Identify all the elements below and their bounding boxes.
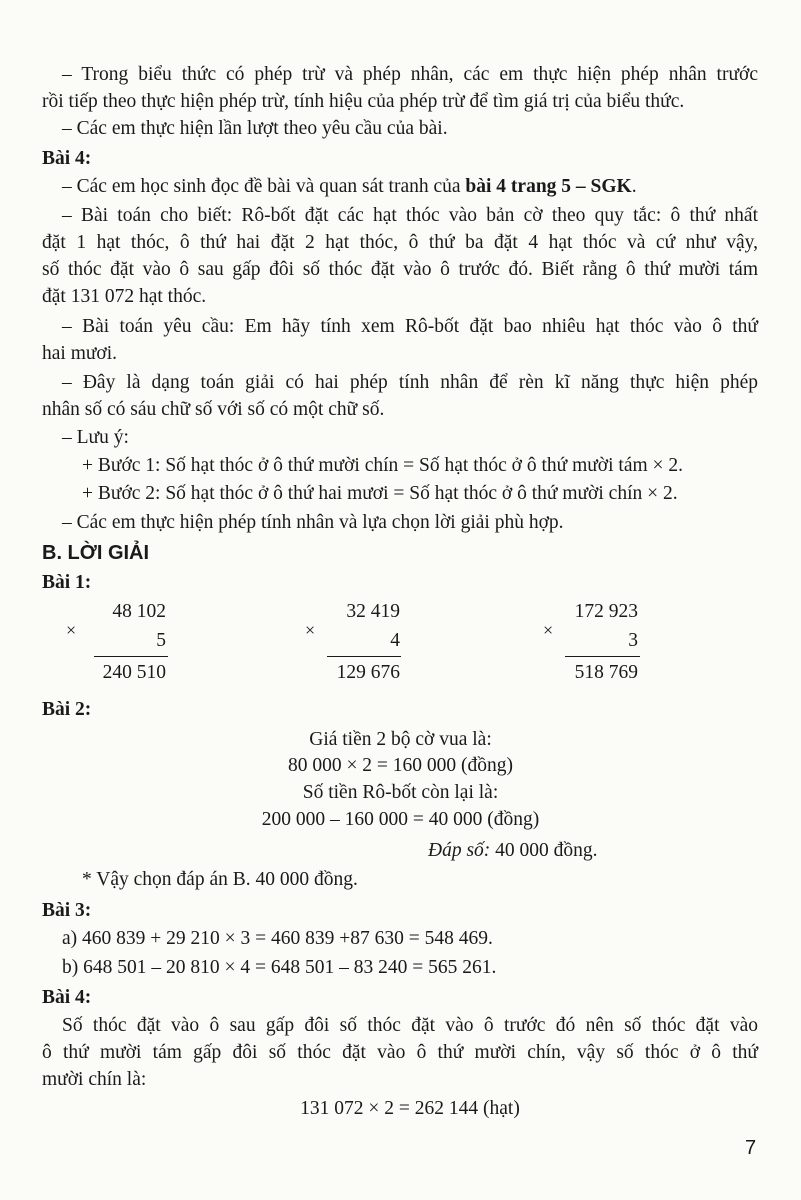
result-rule (94, 656, 168, 657)
bai4-solution-line: mười chín là: (42, 1069, 147, 1090)
bai2-answer (428, 838, 598, 864)
guide-paragraph: – Các em thực hiện phép tính nhân và lựa chọn lời giải phù hợp. (62, 512, 564, 533)
bai3-part-b: b) 648 501 – 20 810 × 4 = 648 501 – 83 240 = 565 261. (62, 957, 497, 978)
bai4-reference: bài 4 trang 5 – SGK (465, 176, 632, 197)
bai4-paragraph-text: – Các em học sinh đọc đề bài và quan sát tranh của (62, 176, 466, 197)
bai2-calc: 200 000 – 160 000 = 40 000 (đồng) (261, 809, 540, 830)
step-2: + Bước 2: Số hạt thóc ở ô thứ hai mươi = Số hạt thóc ở ô thứ mười chín × 2. (82, 483, 678, 504)
multiplicand: 32 419 (346, 601, 400, 622)
bai4-request-line: – Bài toán yêu cầu: Em hãy tính xem Rô-bốt đặt bao nhiêu hạt thóc vào ô thứ (62, 316, 758, 337)
bai4-solution-line: ô thứ mười tám gấp đôi số thóc đặt vào ô thứ mười chín, vậy số thóc ở ô thứ (42, 1042, 758, 1063)
bai4-paragraph (62, 174, 637, 200)
bai4-given-line: đặt 1 hạt thóc, ô thứ hai đặt 2 hạt thóc, ô thứ ba đặt 4 hạt thóc và cứ như vậy, (42, 232, 758, 253)
bai4-note-line: nhân số có sáu chữ số với số có một chữ số. (42, 399, 385, 420)
bai4-request-line: hai mươi. (42, 343, 118, 364)
bai4-given-line: số thóc đặt vào ô sau gấp đôi số thóc đặt vào ô trước đó. Biết rằng ô thứ mười tám (42, 259, 758, 280)
guide-paragraph: – Các em thực hiện lần lượt theo yêu cầu của bài. (62, 118, 448, 139)
luu-y-label: – Lưu ý: (62, 427, 129, 448)
bai4-heading: Bài 4: (42, 148, 92, 169)
result-rule (565, 656, 640, 657)
bai4-solution-line: Số thóc đặt vào ô sau gấp đôi số thóc đặt vào ô trước đó nên số thóc đặt vào (62, 1015, 758, 1036)
bai2-line: Số tiền Rô-bốt còn lại là: (302, 782, 499, 803)
product: 240 510 (102, 662, 166, 683)
bai2-line: Giá tiền 2 bộ cờ vua là: (309, 729, 492, 750)
bai2-calc: 80 000 × 2 = 160 000 (đồng) (287, 755, 514, 776)
bai1-heading: Bài 1: (42, 572, 92, 593)
product: 518 769 (574, 662, 638, 683)
bai4-note-line: – Đây là dạng toán giải có hai phép tính nhân để rèn kĩ năng thực hiện phép (62, 372, 758, 393)
bai2-heading: Bài 2: (42, 699, 92, 720)
multiplier: 3 (628, 630, 638, 651)
multiplier: 5 (156, 630, 166, 651)
answer-label: Đáp số: (428, 840, 491, 861)
bai4-paragraph-end: . (631, 176, 637, 197)
multiply-sign: × (66, 620, 77, 640)
step-1: + Bước 1: Số hạt thóc ở ô thứ mười chín = Số hạt thóc ở ô thứ mười tám × 2. (82, 455, 684, 476)
multiplicand: 48 102 (112, 601, 166, 622)
multiplicand: 172 923 (574, 601, 638, 622)
bai3-part-a: a) 460 839 + 29 210 × 3 = 460 839 +87 630 = 548 469. (62, 928, 493, 949)
bai3-heading: Bài 3: (42, 900, 92, 921)
bai4-calc: 131 072 × 2 = 262 144 (hạt) (300, 1098, 520, 1119)
guide-paragraph-line: – Trong biểu thức có phép trừ và phép nhân, các em thực hiện phép nhân trước (62, 64, 758, 85)
page-number: 7 (745, 1137, 757, 1159)
result-rule (327, 656, 401, 657)
product: 129 676 (336, 662, 400, 683)
multiplier: 4 (390, 630, 400, 651)
multiply-sign: × (305, 620, 316, 640)
multiply-sign: × (543, 620, 554, 640)
bai4-given-line: đặt 131 072 hạt thóc. (42, 286, 207, 307)
bai4-solution-heading: Bài 4: (42, 987, 92, 1008)
guide-paragraph-line: rồi tiếp theo thực hiện phép trừ, tính hiệu của phép trừ để tìm giá trị của biểu thức. (42, 91, 685, 112)
bai2-choice: * Vậy chọn đáp án B. 40 000 đồng. (82, 869, 358, 890)
bai4-given-line: – Bài toán cho biết: Rô-bốt đặt các hạt thóc vào bản cờ theo quy tắc: ô thứ nhất (62, 205, 758, 226)
answer-value: 40 000 đồng. (490, 840, 598, 861)
section-b-title: B. LỜI GIẢI (42, 542, 150, 564)
